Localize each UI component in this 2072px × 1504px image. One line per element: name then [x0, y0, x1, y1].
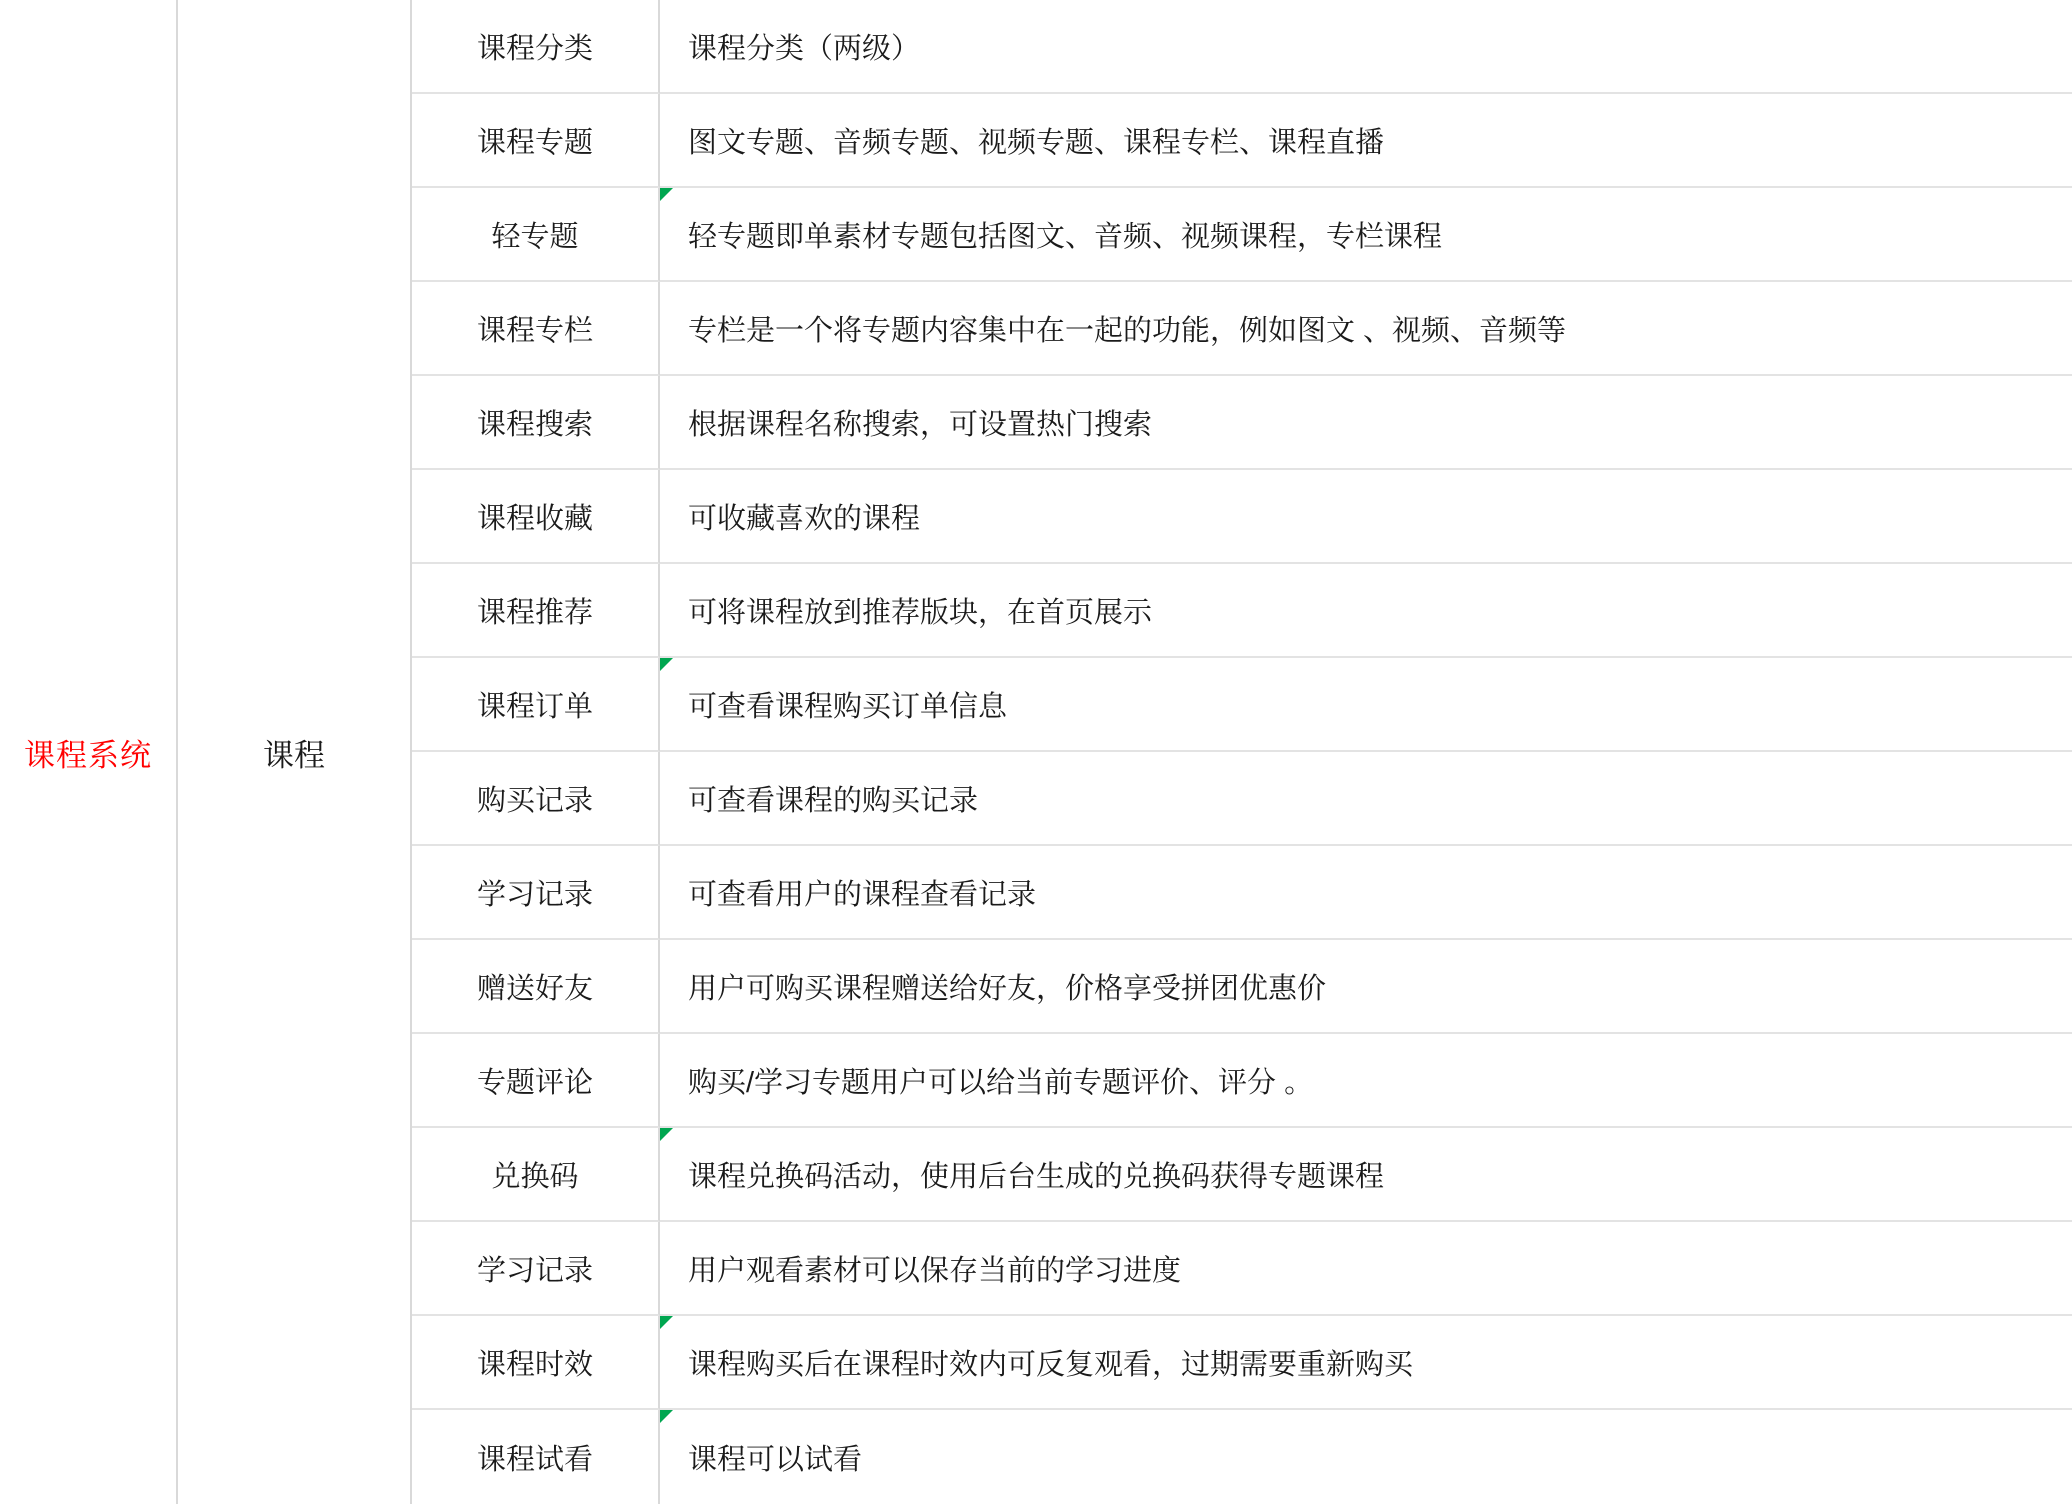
feature-description-cell[interactable]	[660, 752, 2072, 846]
feature-description-cell[interactable]	[660, 188, 2072, 282]
feature-name-text: 课程分类	[476, 32, 593, 65]
feature-description-text: 购买/学习专题用户可以给当前专题评价、评分 。	[688, 1066, 1314, 1099]
feature-description-text: 用户观看素材可以保存当前的学习进度	[688, 1254, 1182, 1287]
feature-description-cell[interactable]	[660, 1222, 2072, 1316]
system-title: 课程系统	[24, 737, 152, 773]
feature-description-text: 课程购买后在课程时效内可反复观看，过期需要重新购买	[688, 1348, 1414, 1381]
feature-description-text: 课程分类（两级）	[688, 32, 921, 65]
feature-description-cell[interactable]	[660, 94, 2072, 188]
feature-name-text: 轻专题	[491, 220, 579, 253]
feature-description-text: 专栏是一个将专题内容集中在一起的功能，例如图文 、视频、音频等	[688, 314, 1567, 347]
feature-name-cell[interactable]	[412, 188, 660, 282]
feature-description-text: 轻专题即单素材专题包括图文、音频、视频课程，专栏课程	[688, 220, 1443, 253]
feature-name-text: 课程时效	[476, 1348, 593, 1381]
feature-name-text: 兑换码	[491, 1160, 579, 1193]
feature-description-cell[interactable]	[660, 846, 2072, 940]
comment-marker-icon	[660, 1410, 673, 1423]
module-title: 课程	[263, 737, 325, 773]
feature-name-text: 课程收藏	[476, 502, 593, 535]
feature-name-cell[interactable]	[412, 1128, 660, 1222]
feature-name-text: 课程专栏	[476, 314, 593, 347]
feature-name-cell[interactable]	[412, 658, 660, 752]
feature-description-text: 可将课程放到推荐版块，在首页展示	[688, 596, 1153, 629]
feature-description-text: 课程可以试看	[688, 1443, 863, 1476]
feature-name-cell[interactable]	[412, 564, 660, 658]
feature-description-cell[interactable]	[660, 282, 2072, 376]
feature-name-cell[interactable]	[412, 752, 660, 846]
feature-description-cell[interactable]	[660, 1128, 2072, 1222]
feature-name-cell[interactable]	[412, 1034, 660, 1128]
comment-marker-icon	[660, 188, 673, 201]
feature-name-cell[interactable]	[412, 1316, 660, 1410]
feature-name-text: 学习记录	[476, 1254, 593, 1287]
feature-description-cell[interactable]	[660, 0, 2072, 94]
feature-name-cell[interactable]	[412, 376, 660, 470]
feature-description-cell[interactable]	[660, 1316, 2072, 1410]
feature-description-text: 用户可购买课程赠送给好友，价格享受拼团优惠价	[688, 972, 1327, 1005]
feature-name-cell[interactable]	[412, 846, 660, 940]
feature-description-cell[interactable]	[660, 1034, 2072, 1128]
feature-description-cell[interactable]	[660, 940, 2072, 1034]
feature-name-text: 课程订单	[476, 690, 593, 723]
feature-name-text: 学习记录	[476, 878, 593, 911]
feature-description-text: 可收藏喜欢的课程	[688, 502, 921, 535]
feature-name-text: 购买记录	[476, 784, 593, 817]
feature-description-cell[interactable]	[660, 564, 2072, 658]
feature-name-text: 课程试看	[476, 1443, 593, 1476]
feature-description-cell[interactable]	[660, 470, 2072, 564]
feature-description-cell[interactable]	[660, 376, 2072, 470]
feature-name-cell[interactable]	[412, 1222, 660, 1316]
feature-name-text: 赠送好友	[476, 972, 593, 1005]
feature-description-text: 图文专题、音频专题、视频专题、课程专栏、课程直播	[688, 126, 1385, 159]
feature-name-cell[interactable]	[412, 470, 660, 564]
comment-marker-icon	[660, 1316, 673, 1329]
feature-description-text: 课程兑换码活动，使用后台生成的兑换码获得专题课程	[688, 1160, 1385, 1193]
feature-name-text: 专题评论	[476, 1066, 593, 1099]
feature-description-text: 可查看用户的课程查看记录	[688, 878, 1037, 911]
feature-name-text: 课程搜索	[476, 408, 593, 441]
feature-name-cell[interactable]	[412, 94, 660, 188]
feature-name-text: 课程推荐	[476, 596, 593, 629]
feature-description-text: 可查看课程购买订单信息	[688, 690, 1008, 723]
module-column	[178, 0, 412, 1504]
system-column	[0, 0, 178, 1504]
feature-description-text: 可查看课程的购买记录	[688, 784, 979, 817]
feature-name-cell[interactable]	[412, 0, 660, 94]
feature-name-text: 课程专题	[476, 126, 593, 159]
feature-name-cell[interactable]	[412, 1410, 660, 1504]
feature-name-cell[interactable]	[412, 282, 660, 376]
feature-description-cell[interactable]	[660, 658, 2072, 752]
comment-marker-icon	[660, 658, 673, 671]
feature-description-cell[interactable]	[660, 1410, 2072, 1504]
comment-marker-icon	[660, 1128, 673, 1141]
feature-name-cell[interactable]	[412, 940, 660, 1034]
feature-description-text: 根据课程名称搜索，可设置热门搜索	[688, 408, 1153, 441]
